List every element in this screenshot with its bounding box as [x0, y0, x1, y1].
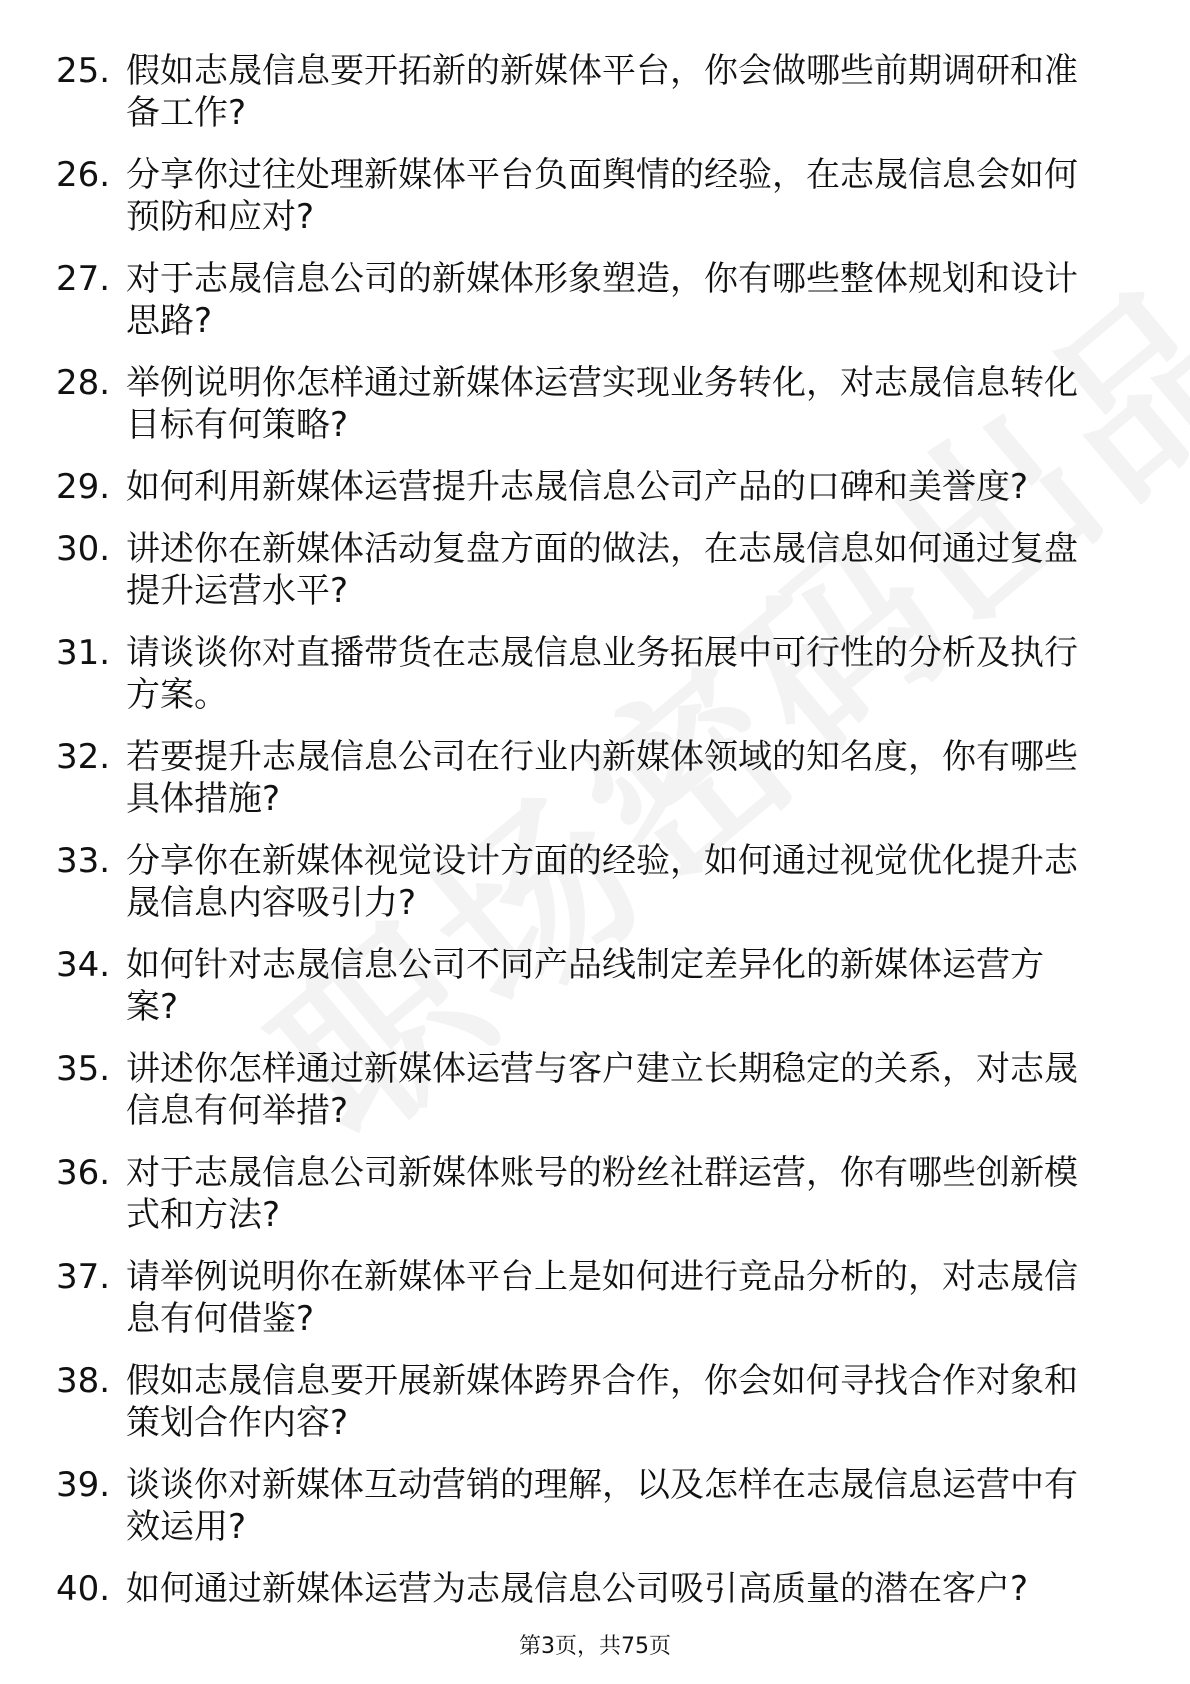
list-item: [0, 50, 1190, 134]
question-number: 38.: [56, 1361, 111, 1401]
list-item: [0, 1464, 1190, 1548]
question-number: 40.: [56, 1569, 111, 1609]
question-number: 26.: [56, 155, 111, 195]
list-item: [0, 258, 1190, 342]
question-text: 举例说明你怎样通过新媒体运营实现业务转化，对志晟信息转化目标有何策略?: [126, 363, 1078, 445]
question-text: 如何利用新媒体运营提升志晟信息公司产品的口碑和美誉度?: [126, 467, 1029, 507]
question-text: 分享你过往处理新媒体平台负面舆情的经验，在志晟信息会如何预防和应对?: [126, 155, 1078, 237]
list-item: [0, 736, 1190, 820]
question-number: 37.: [56, 1257, 111, 1297]
list-item: [0, 1568, 1190, 1610]
question-number: 33.: [56, 841, 111, 881]
question-number: 32.: [56, 737, 111, 777]
question-number: 39.: [56, 1465, 111, 1505]
question-text: 请举例说明你在新媒体平台上是如何进行竞品分析的，对志晟信息有何借鉴?: [126, 1257, 1078, 1339]
question-text: 如何通过新媒体运营为志晟信息公司吸引高质量的潜在客户?: [126, 1569, 1029, 1609]
question-text: 讲述你在新媒体活动复盘方面的做法，在志晟信息如何通过复盘提升运营水平?: [126, 529, 1078, 611]
question-number: 34.: [56, 945, 111, 985]
list-item: [0, 1048, 1190, 1132]
list-item: [0, 528, 1190, 612]
question-text: 请谈谈你对直播带货在志晟信息业务拓展中可行性的分析及执行方案。: [126, 633, 1078, 715]
question-number: 31.: [56, 633, 111, 673]
list-item: [0, 840, 1190, 924]
question-list: [0, 50, 1190, 1630]
question-number: 25.: [56, 51, 111, 91]
question-text: 分享你在新媒体视觉设计方面的经验，如何通过视觉优化提升志晟信息内容吸引力?: [126, 841, 1078, 923]
list-item: [0, 1256, 1190, 1340]
list-item: [0, 1152, 1190, 1236]
question-text: 对于志晟信息公司的新媒体形象塑造，你有哪些整体规划和设计思路?: [126, 259, 1078, 341]
question-text: 对于志晟信息公司新媒体账号的粉丝社群运营，你有哪些创新模式和方法?: [126, 1153, 1078, 1235]
question-text: 若要提升志晟信息公司在行业内新媒体领域的知名度，你有哪些具体措施?: [126, 737, 1078, 819]
list-item: [0, 362, 1190, 446]
question-text: 如何针对志晟信息公司不同产品线制定差异化的新媒体运营方案?: [126, 945, 1044, 1027]
question-number: 35.: [56, 1049, 111, 1089]
list-item: [0, 154, 1190, 238]
list-item: [0, 1360, 1190, 1444]
question-number: 30.: [56, 529, 111, 569]
list-item: [0, 944, 1190, 1028]
question-number: 29.: [56, 467, 111, 507]
list-item: [0, 466, 1190, 508]
question-text: 假如志晟信息要开拓新的新媒体平台，你会做哪些前期调研和准备工作?: [126, 51, 1078, 133]
question-number: 36.: [56, 1153, 111, 1193]
question-number: 28.: [56, 363, 111, 403]
page-number: 第3页，共75页: [519, 1634, 671, 1659]
question-number: 27.: [56, 259, 111, 299]
question-text: 假如志晟信息要开展新媒体跨界合作，你会如何寻找合作对象和策划合作内容?: [126, 1361, 1078, 1443]
question-text: 谈谈你对新媒体互动营销的理解，以及怎样在志晟信息运营中有效运用?: [126, 1465, 1078, 1547]
question-text: 讲述你怎样通过新媒体运营与客户建立长期稳定的关系，对志晟信息有何举措?: [126, 1049, 1078, 1131]
list-item: [0, 632, 1190, 716]
page-footer: [0, 1633, 1190, 1661]
